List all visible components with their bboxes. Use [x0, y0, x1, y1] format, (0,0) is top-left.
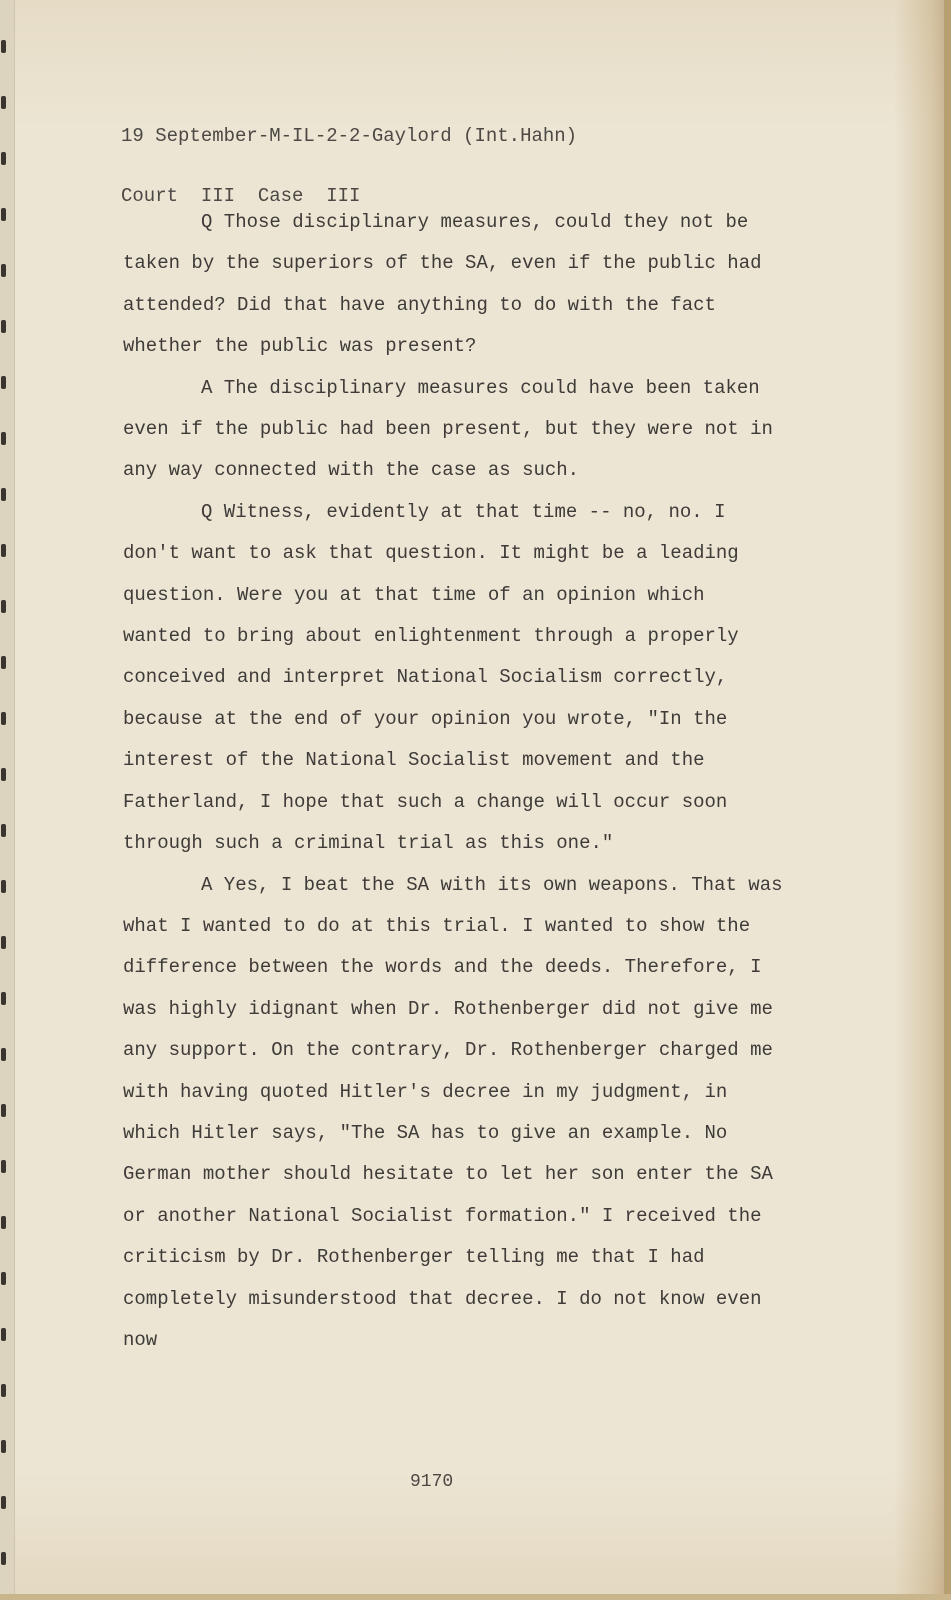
binding-hole — [1, 1552, 6, 1565]
binding-hole — [1, 1104, 6, 1117]
transcript-body — [123, 202, 783, 1361]
binding-hole — [1, 264, 6, 277]
binding-hole — [1, 880, 6, 893]
question-paragraph: Q Those disciplinary measures, could they not be taken by the superiors of the SA, even if the public had attended? Did that have anything to do with the fact whether the public was present? — [123, 211, 762, 358]
binding-hole — [1, 1048, 6, 1061]
binding-hole — [1, 1496, 6, 1509]
page-number: 9170 — [410, 1472, 454, 1492]
binding-hole — [1, 1216, 6, 1229]
binding-hole — [1, 824, 6, 837]
answer-paragraph: A Yes, I beat the SA with its own weapons. That was what I wanted to do at this trial. I wanted to show the difference between the words and the deeds. Therefore, I was highly idignant when Dr. Rothenberger did not give me any support. On the contrary, Dr. Rothenberger charged me with having quoted Hitler's decree in my judgment, in which Hitler says, "The SA has to give an example. No German mother should hesitate to let her son enter the SA or another National Socialist formation." I received the criticism by Dr. Rothenberger telling me that I had completely misunderstood that decree. I do not know even now — [123, 873, 783, 1351]
header-court-line: Court III Case III — [121, 185, 361, 207]
binding-hole — [1, 320, 6, 333]
binding-hole — [1, 1272, 6, 1285]
binding-hole — [1, 488, 6, 501]
binding-hole — [1, 1440, 6, 1453]
binding-hole — [1, 376, 6, 389]
question-paragraph: Q Witness, evidently at that time -- no, no. I don't want to ask that question. It might be a leading question. Were you at that time of an opinion which wanted to bring about enlightenment through a properly conceived and interpret National Socialism correctly, because at the end of your opinion you wrote, "In the interest of the National Socialist movement and the Fatherland, I hope that such a change will occur soon through such a criminal trial as this one." — [123, 500, 739, 855]
binding-hole — [1, 1384, 6, 1397]
binding-hole — [1, 712, 6, 725]
binding-hole — [1, 1160, 6, 1173]
binding-hole — [1, 208, 6, 221]
binding-hole — [1, 544, 6, 557]
binding-hole — [1, 656, 6, 669]
binding-hole — [1, 600, 6, 613]
binding-hole — [1, 768, 6, 781]
answer-paragraph: A The disciplinary measures could have been taken even if the public had been present, but they were not in any way connected with the case as such. — [123, 376, 773, 482]
binding-hole — [1, 40, 6, 53]
paper-edge-right — [944, 0, 951, 1600]
binding-hole — [1, 992, 6, 1005]
binding-hole — [1, 96, 6, 109]
binding-margin — [0, 0, 15, 1600]
header-session-line: 19 September-M-IL-2-2-Gaylord (Int.Hahn) — [121, 125, 578, 147]
paper-edge-bottom — [0, 1594, 951, 1600]
binding-hole — [1, 432, 6, 445]
binding-hole — [1, 152, 6, 165]
binding-hole — [1, 936, 6, 949]
binding-hole — [1, 1328, 6, 1341]
